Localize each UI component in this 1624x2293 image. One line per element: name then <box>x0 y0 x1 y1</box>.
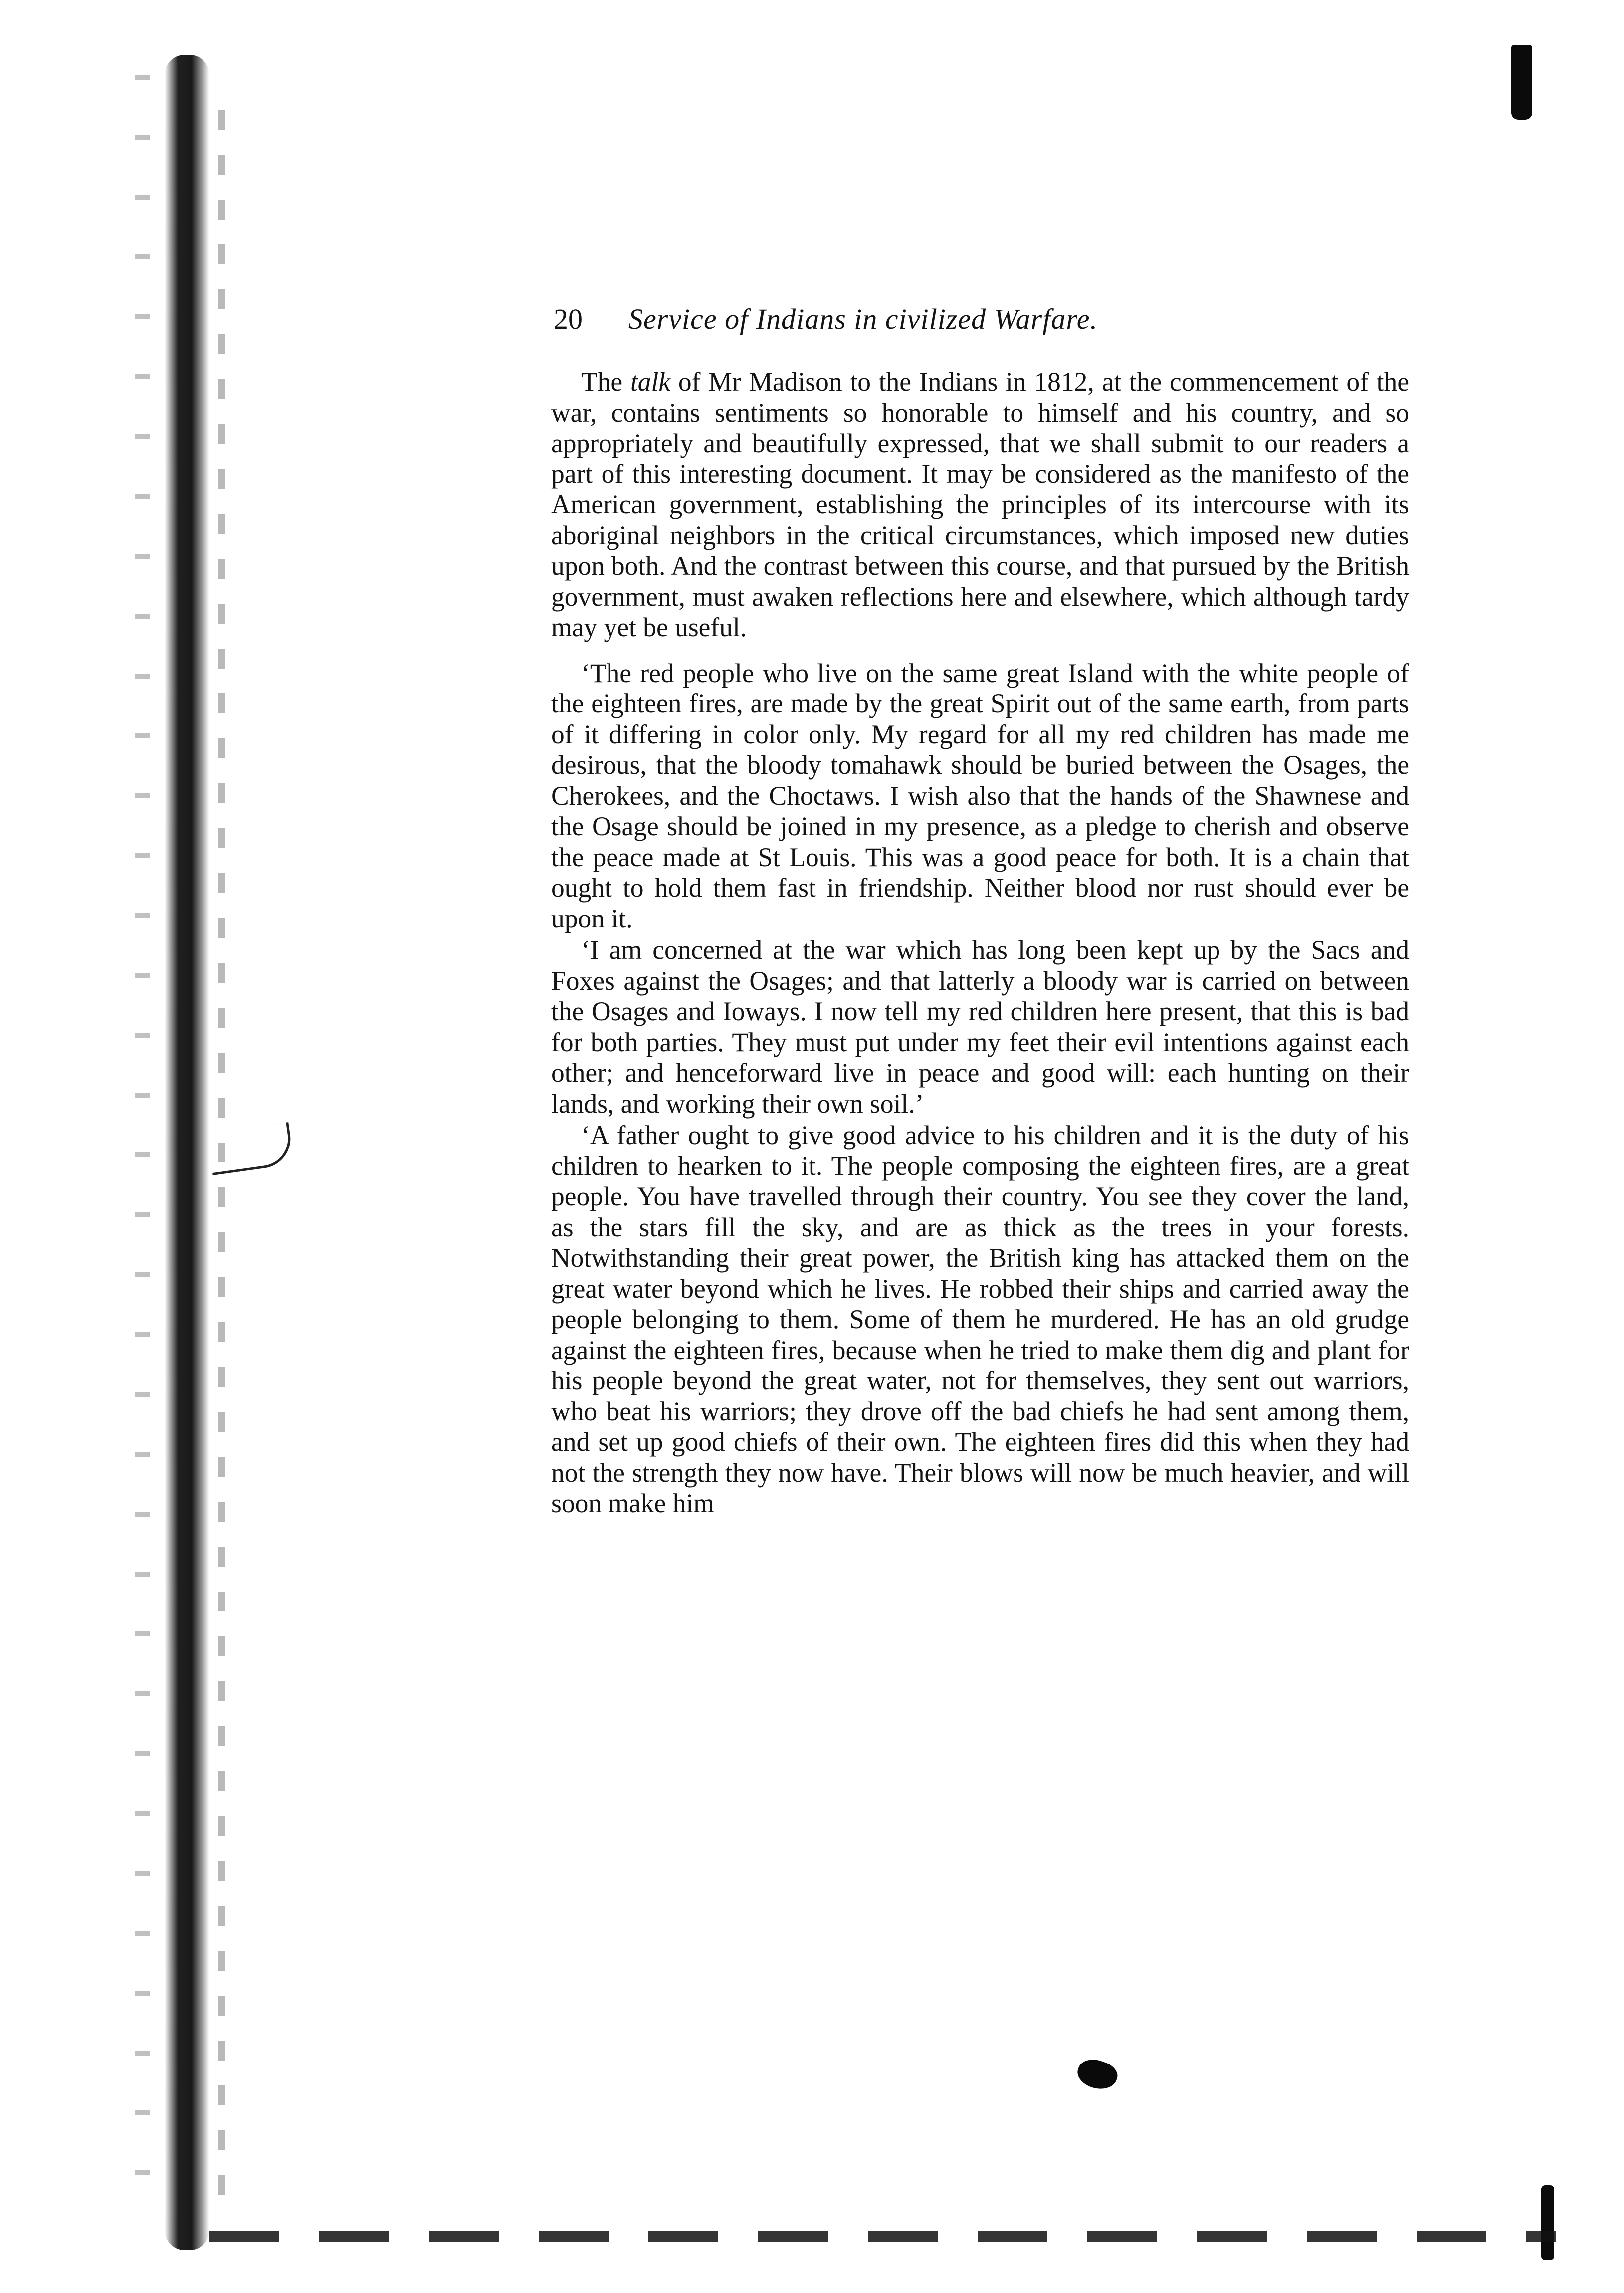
page-body <box>551 367 1409 1519</box>
running-head <box>554 299 1402 339</box>
paragraph-intro-emphasis: talk <box>630 367 671 397</box>
paragraph-intro-lead: The <box>581 367 623 397</box>
paragraph-quote-2: ‘I am concerned at the war which has long been kept up by the Sacs and Foxes against the Osages; and that latterly a bloody war is carried on between the Osages and Ioways. I now tell my red children here present, that this is bad for both parties. They must put under my feet their evil intentions against each other; and henceforward live in peace and good will: each hunting on their lands, and working their own soil.’ <box>551 935 1409 1119</box>
scan-binding-shadow <box>165 55 209 2250</box>
paragraph-quote-1: ‘The red people who live on the same great Island with the white people of the eighteen fires, are made by the great Spirit out of the same earth, from parts of it differing in color only. My regard for all my red children has made me desirous, that the bloody tomahawk should be buried between the Osages, the Cherokees, and the Choctaws. I wish also that the hands of the Shawnese and the Osage should be joined in my presence, as a pledge to cherish and observe the peace made at St Louis. This was a good peace for both. It is a chain that ought to hold them fast in friendship. Neither blood nor rust should ever be upon it. <box>551 658 1409 933</box>
paragraph-intro-rest: of Mr Madison to the Indians in 1812, at the commencement of the war, contains sentiments so honorable to himself and his country, and so appropriately and beautifully expressed, that we shall submit to our readers a part of this interesting document. It may be considered as the manifesto of the American government, establishing the principles of its intercourse with its aboriginal neighbors in the critical circumstances, which imposed new duties upon both. And the contrast between this course, and that pursued by the British government, must awaken reflections here and elsewhere, which although tardy may yet be useful. <box>551 367 1410 642</box>
paragraph-intro <box>551 367 1409 643</box>
paragraph-quote-3: ‘A father ought to give good advice to his children and it is the duty of his children to hearken to it. The people composing the eighteen fires, are a great people. You have travelled through their country. You see they cover the land, as the stars fill the sky, and are as thick as the trees in your forests. Notwithstanding their great power, the British king has attacked them on the great water beyond which he lives. He robbed their ships and carried away the people belonging to them. Some of them he murdered. He has an old grudge against the eighteen fires, because when he tried to make them dig and plant for his people beyond the great water, not for themselves, they sent out warriors, who beat his warriors; they drove off the bad chiefs he had sent among them, and set up good chiefs of their own. The eighteen fires did this when they had not the strength they now have. Their blows will now be much heavier, and will soon make him <box>551 1120 1409 1518</box>
scan-edge-mark-bottom <box>1541 2185 1554 2260</box>
scan-edge-mark-top <box>1511 45 1532 120</box>
running-title: Service of Indians in civilized Warfare. <box>628 303 1098 335</box>
page-number: 20 <box>554 303 583 335</box>
scan-bottom-edge <box>209 2231 1556 2242</box>
scan-margin-specks <box>135 75 150 2220</box>
ink-blot <box>1074 2055 1121 2094</box>
